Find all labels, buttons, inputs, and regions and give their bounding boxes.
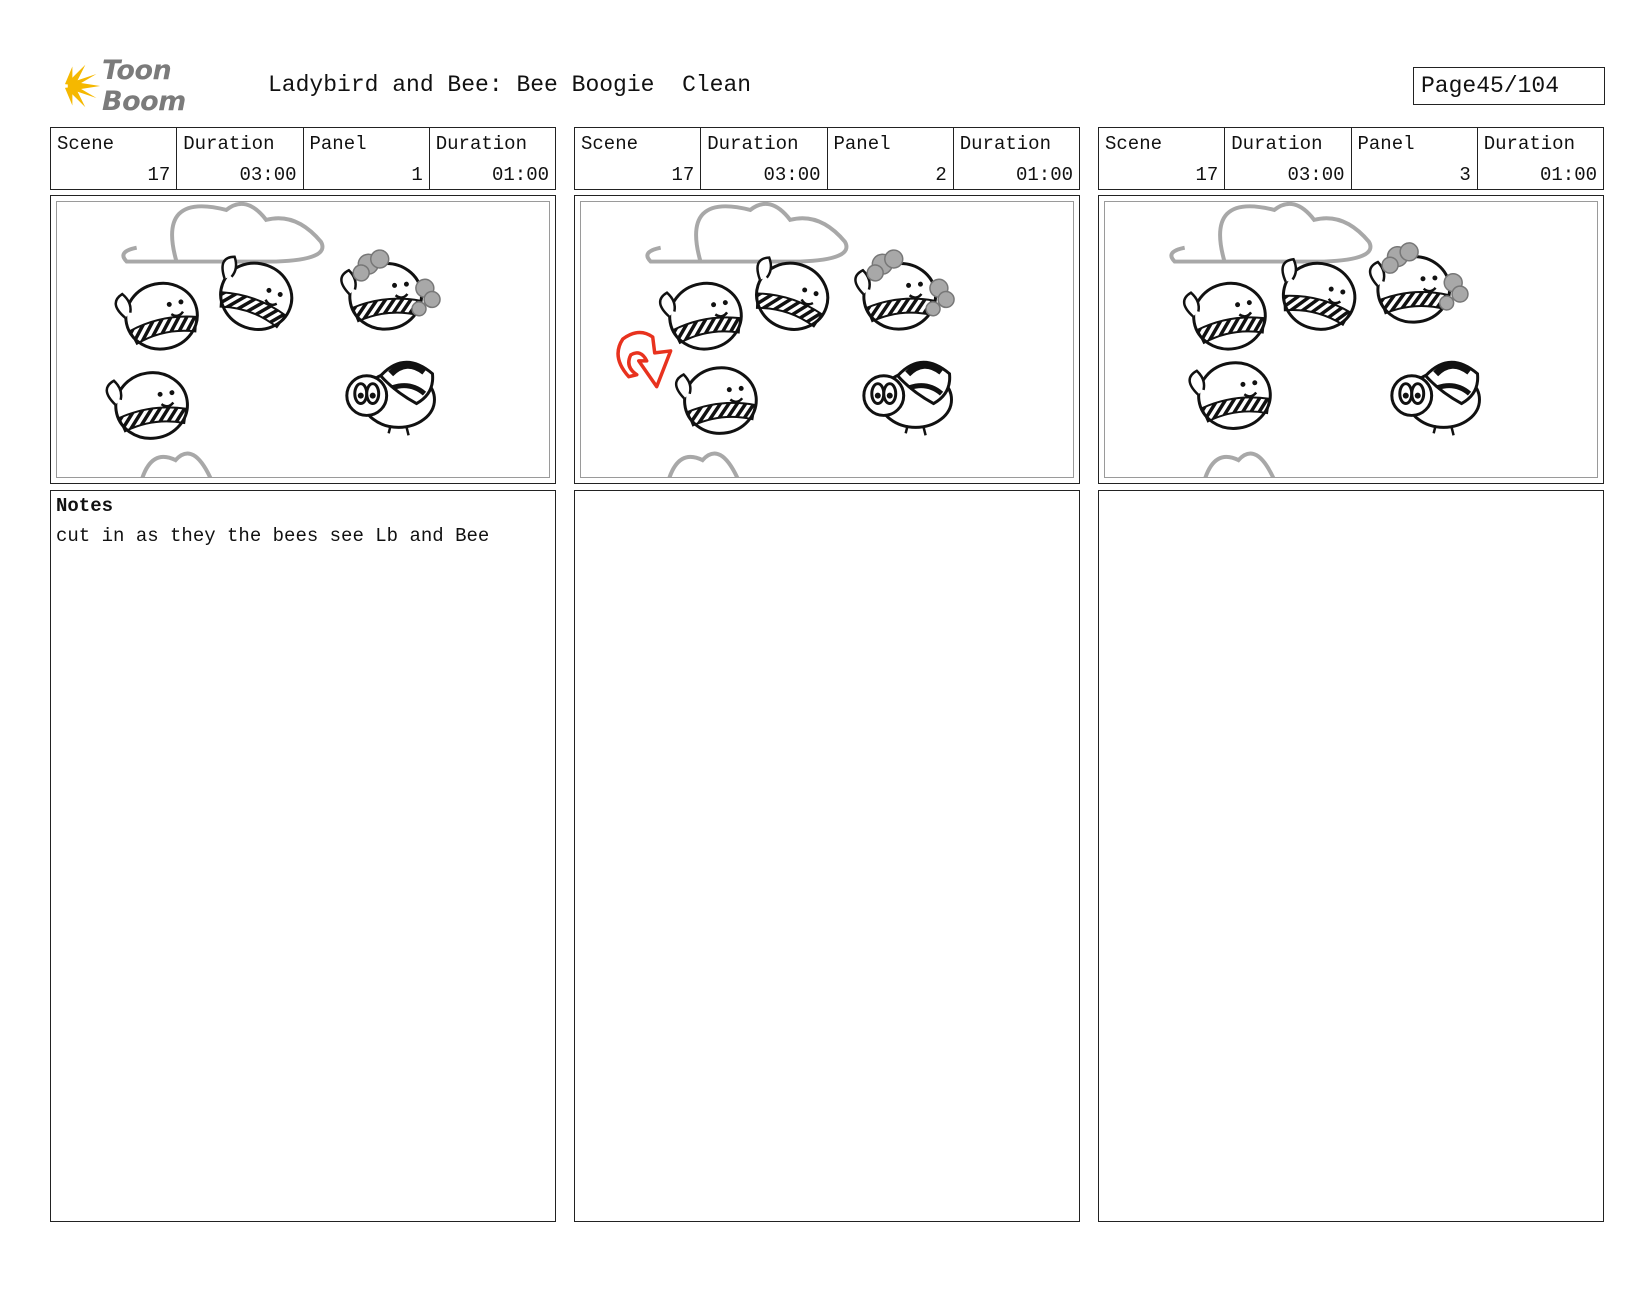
page-label: Page bbox=[1421, 73, 1477, 99]
panel-duration-cell bbox=[1477, 128, 1603, 189]
panel-info-1 bbox=[50, 127, 556, 190]
panel-duration-value: 01:00 bbox=[1539, 164, 1597, 186]
scene-cell bbox=[51, 128, 176, 189]
duration-label: Duration bbox=[183, 133, 275, 155]
page-indicator bbox=[1413, 67, 1605, 105]
panel-cell bbox=[1351, 128, 1477, 189]
panel-frame-1 bbox=[50, 195, 556, 484]
duration-label: Duration bbox=[959, 133, 1051, 155]
scene-duration-cell bbox=[700, 128, 826, 189]
panel-label: Panel bbox=[1357, 133, 1415, 155]
scene-label: Scene bbox=[1105, 133, 1163, 155]
panel-frame-3 bbox=[1098, 195, 1604, 484]
scene-duration-cell bbox=[1224, 128, 1350, 189]
duration-label: Duration bbox=[1483, 133, 1575, 155]
toon-boom-logo bbox=[52, 55, 252, 117]
panel-duration-cell bbox=[953, 128, 1079, 189]
page-number: 45/104 bbox=[1476, 73, 1560, 99]
panel-frame-2 bbox=[574, 195, 1080, 484]
panel-sketch-2 bbox=[581, 202, 1073, 477]
notes-box-3 bbox=[1098, 490, 1604, 1222]
camera-move-arrow-icon bbox=[618, 333, 671, 387]
scene-label: Scene bbox=[581, 133, 639, 155]
scene-value: 17 bbox=[147, 164, 171, 186]
duration-label: Duration bbox=[707, 133, 799, 155]
duration-label: Duration bbox=[435, 133, 527, 155]
panel-cell bbox=[303, 128, 429, 189]
scene-duration-value: 03:00 bbox=[1287, 164, 1345, 186]
panel-sketch-1 bbox=[57, 202, 549, 477]
scene-cell bbox=[575, 128, 700, 189]
scene-duration-cell bbox=[176, 128, 302, 189]
panel-value: 2 bbox=[935, 164, 947, 186]
panel-info-3 bbox=[1098, 127, 1604, 190]
scene-value: 17 bbox=[1195, 164, 1219, 186]
panel-drawing-1 bbox=[56, 201, 550, 478]
panel-label: Panel bbox=[833, 133, 891, 155]
panel-duration-value: 01:00 bbox=[491, 164, 549, 186]
panel-drawing-2 bbox=[580, 201, 1074, 478]
duration-label: Duration bbox=[1231, 133, 1323, 155]
scene-cell bbox=[1099, 128, 1224, 189]
notes-text: cut in as they the bees see Lb and Bee bbox=[56, 525, 490, 547]
scene-duration-value: 03:00 bbox=[239, 164, 297, 186]
storyboard-title: Ladybird and Bee: Bee Boogie Clean bbox=[268, 72, 752, 98]
panel-label: Panel bbox=[309, 133, 367, 155]
notes-box-2 bbox=[574, 490, 1080, 1222]
scene-duration-value: 03:00 bbox=[763, 164, 821, 186]
panel-info-2 bbox=[574, 127, 1080, 190]
panel-value: 3 bbox=[1459, 164, 1471, 186]
scene-value: 17 bbox=[671, 164, 695, 186]
starburst-icon bbox=[52, 59, 102, 113]
logo-text: Toon Boom bbox=[102, 55, 186, 117]
panel-drawing-3 bbox=[1104, 201, 1598, 478]
panel-value: 1 bbox=[411, 164, 423, 186]
notes-box-1 bbox=[50, 490, 556, 1222]
panel-duration-value: 01:00 bbox=[1015, 164, 1073, 186]
notes-label: Notes bbox=[56, 495, 114, 517]
panel-cell bbox=[827, 128, 953, 189]
panel-sketch-3 bbox=[1105, 202, 1597, 477]
scene-label: Scene bbox=[57, 133, 115, 155]
panel-duration-cell bbox=[429, 128, 555, 189]
